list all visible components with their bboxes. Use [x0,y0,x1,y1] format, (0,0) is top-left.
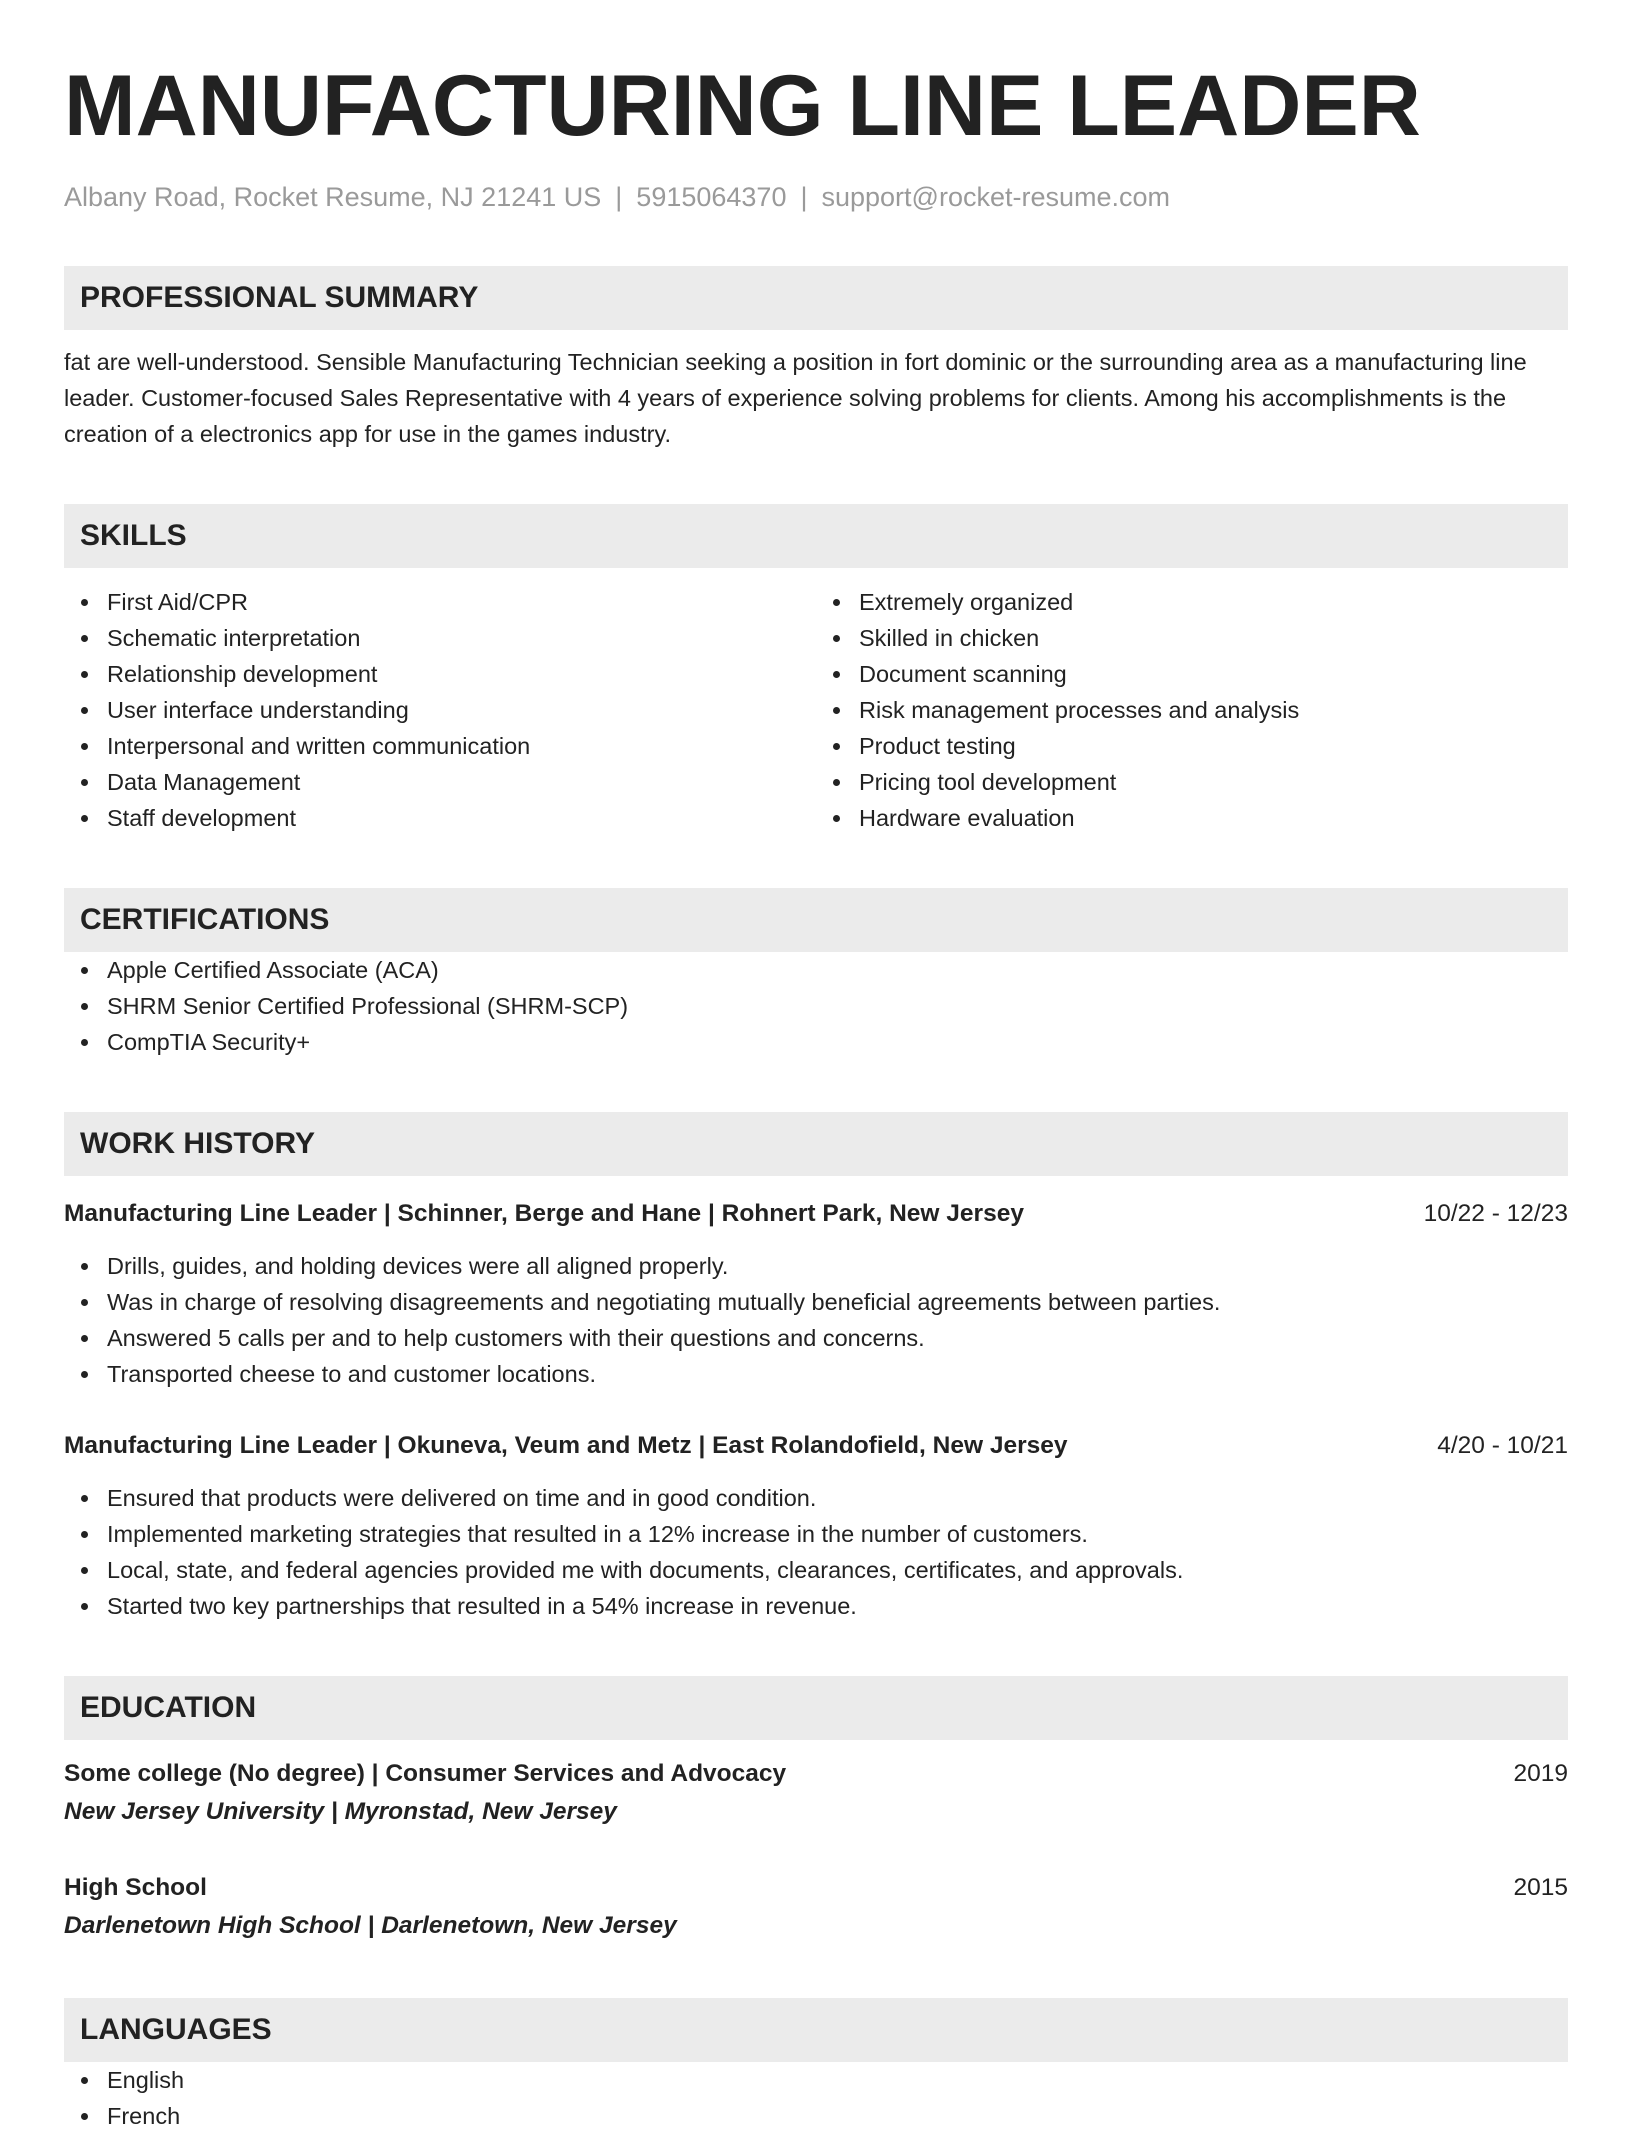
languages-list [64,2062,1568,2134]
language-item: French [64,2098,1568,2134]
education-year: 2019 [1513,1760,1568,1787]
job-title: Manufacturing Line Leader | Schinner, Berge and Hane | Rohnert Park, New Jersey [64,1200,1024,1227]
education-header [64,1756,1568,1792]
skill-item: Risk management processes and analysis [816,692,1568,728]
job-header [64,1428,1568,1464]
summary-text: fat are well-understood. Sensible Manufacturing Technician seeking a position in fort dominic or the surrounding area as a manufacturing line leader. Customer-focused Sales Representative with 4 years of experience solving problems for clients. Among his accomplishments is the creation of a electronics app for use in the games industry. [64,349,1527,447]
job-bullet: Started two key partnerships that resulted in a 54% increase in revenue. [64,1588,1568,1624]
job-bullet: Was in charge of resolving disagreements and negotiating mutually beneficial agreements between parties. [64,1284,1568,1320]
contact-phone: 5915064370 [636,182,787,212]
job-bullet: Local, state, and federal agencies provided me with documents, clearances, certificates, and approvals. [64,1552,1568,1588]
education-school: New Jersey University | Myronstad, New Jersey [64,1798,617,1825]
job-bullet: Drills, guides, and holding devices were all aligned properly. [64,1248,1568,1284]
language-item: English [64,2062,1568,2098]
certifications-list [64,952,1568,1060]
skill-item: Data Management [64,764,816,800]
education-degree: High School [64,1874,207,1901]
job-dates: 4/20 - 10/21 [1437,1432,1568,1459]
job-bullets [64,1480,1568,1624]
contact-address: Albany Road, Rocket Resume, NJ 21241 US [64,182,602,212]
section-header-education: EDUCATION [64,1676,1568,1740]
contact-separator: | [800,182,808,212]
skill-item: Skilled in chicken [816,620,1568,656]
certification-item: SHRM Senior Certified Professional (SHRM-SCP) [64,988,1568,1024]
section-header-work-history: WORK HISTORY [64,1112,1568,1176]
skill-item: Extremely organized [816,584,1568,620]
job-header [64,1196,1568,1232]
skill-item: Interpersonal and written communication [64,728,816,764]
skill-item: Hardware evaluation [816,800,1568,836]
skills-list [64,584,1568,836]
education-header [64,1870,1568,1906]
skill-item: Staff development [64,800,816,836]
section-header-skills: SKILLS [64,504,1568,568]
skill-item: Pricing tool development [816,764,1568,800]
resume-name: MANUFACTURING LINE LEADER [64,58,1421,154]
contact-separator: | [615,182,623,212]
job-bullets [64,1248,1568,1392]
job-bullet: Ensured that products were delivered on time and in good condition. [64,1480,1568,1516]
job-entry [64,1428,1568,1624]
certification-item: Apple Certified Associate (ACA) [64,952,1568,988]
certification-item: CompTIA Security+ [64,1024,1568,1060]
section-header-languages: LANGUAGES [64,1998,1568,2062]
job-title: Manufacturing Line Leader | Okuneva, Veum and Metz | East Rolandofield, New Jersey [64,1432,1068,1459]
section-header-summary: PROFESSIONAL SUMMARY [64,266,1568,330]
skill-item: Product testing [816,728,1568,764]
skill-item: Schematic interpretation [64,620,816,656]
skill-item: First Aid/CPR [64,584,816,620]
education-school: Darlenetown High School | Darlenetown, New Jersey [64,1912,677,1939]
education-degree: Some college (No degree) | Consumer Services and Advocacy [64,1760,787,1787]
job-bullet: Answered 5 calls per and to help customers with their questions and concerns. [64,1320,1568,1356]
job-bullet: Transported cheese to and customer locations. [64,1356,1568,1392]
section-header-certifications: CERTIFICATIONS [64,888,1568,952]
contact-line [64,180,1568,214]
job-dates: 10/22 - 12/23 [1423,1200,1568,1227]
education-year: 2015 [1513,1874,1568,1901]
education-entry [64,1756,1568,1832]
skills-column-left [64,584,816,836]
skill-item: Relationship development [64,656,816,692]
skill-item: User interface understanding [64,692,816,728]
job-entry [64,1196,1568,1392]
education-entry [64,1870,1568,1946]
skill-item: Document scanning [816,656,1568,692]
skills-column-right [816,584,1568,836]
contact-email: support@rocket-resume.com [821,182,1171,212]
job-bullet: Implemented marketing strategies that resulted in a 12% increase in the number of customers. [64,1516,1568,1552]
